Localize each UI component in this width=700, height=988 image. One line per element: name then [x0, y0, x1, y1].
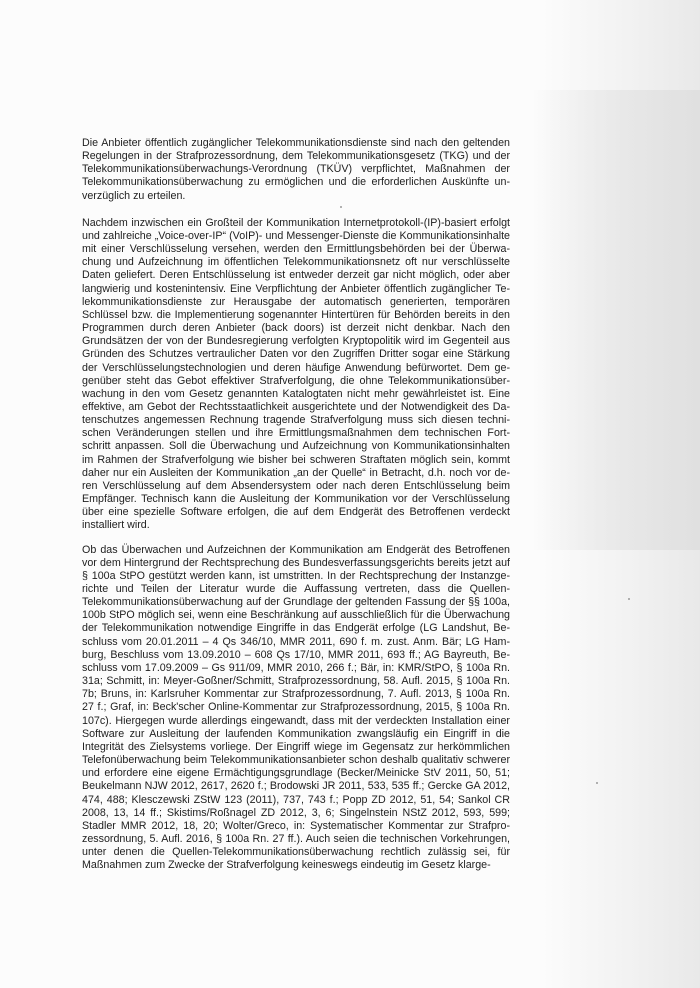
document-body — [82, 137, 510, 872]
scan-speck — [628, 598, 630, 600]
paragraph-2: Nachdem inzwischen ein Großteil der Kommunikation Internetprotokoll-(IP)-basiert erfolgt und zahlreiche „Voice-over-IP“ (VoIP)- und Messenger-Dienste die Kommunikationsinhalte mit einer Verschlüsselung versehen, werden den Ermittlungsbehörden bei der Überwachung und Aufzeichnung im öffentlichen Telekommunikationsnetz oft nur verschlüsselte Daten geliefert. Deren Entschlüsselung ist entweder derzeit gar nicht möglich, oder aber langwierig und kostenintensiv. Eine Verpflichtung der Anbieter öffentlich zugänglicher Telekommunikationsdienste zur Herausgabe der automatisch generierten, temporären Schlüssel bzw. die Implementierung sogenannter Hintertüren für Behörden bereits in den Programmen durch deren Anbieter (back doors) ist derzeit nicht denkbar. Nach den Grundsätzen der von der Bundesregierung verfolgten Kryptopolitik wird im Gegenteil aus Gründen des Schutzes vertraulicher Daten vor den Zugriffen Dritter sogar eine Stärkung der Verschlüsselungstechnologien und deren häufige Anwendung befürwortet. Dem gegenüber steht das Gebot effektiver Strafverfolgung, die ohne Telekommunikationsüberwachung in den vom Gesetz genannten Katalogtaten nicht mehr gewährleistet ist. Eine effektive, am Gebot der Rechtsstaatlichkeit ausgerichtete und der Notwendigkeit des Datenschutzes angemessen Rechnung tragende Strafverfolgung muss sich diesen technischen Veränderungen stellen und ihre Ermittlungsmaßnahmen dem technischen Fortschritt anpassen. Soll die Überwachung und Aufzeichnung von Kommunikationsinhalten im Rahmen der Strafverfolgung wie bisher bei schweren Straftaten möglich sein, kommt daher nur ein Ausleiten der Kommunikation „an der Quelle“ in Betracht, d.h. noch vor deren Verschlüsselung auf dem Absendersystem oder nach deren Entschlüsselung beim Empfänger. Technisch kann die Ausleitung der Kommunikation vor der Verschlüsselung über eine spezielle Software erfolgen, die auf dem Endgerät des Betroffenen verdeckt installiert wird. — [82, 216, 510, 532]
paragraph-1: Die Anbieter öffentlich zugänglicher Telekommunikationsdienste sind nach den geltenden Regelungen in der Strafprozessordnung, dem Telekommunikationsgesetz (TKG) und der Telekommunikationsüberwachungs-Verordnung (TKÜV) verpflichtet, Maßnahmen der Telekommunikationsüberwachung zu ermöglichen und die erforderlichen Auskünfte unverzüglich zu erteilen. — [82, 137, 510, 202]
scan-speck — [596, 782, 598, 784]
paragraph-3: Ob das Überwachen und Aufzeichnen der Kommunikation am Endgerät des Betroffenen vor dem Hintergrund der Rechtsprechung des Bundesverfassungsgerichts bereits jetzt auf § 100a StPO gestützt werden kann, ist umstritten. In der Rechtsprechung der Instanzgerichte und Teilen der Literatur wurde die Auffassung vertreten, dass die Quellen-Telekommunikationsüberwachung auf der Grundlage der geltenden Fassung der §§ 100a, 100b StPO möglich sei, wenn eine Beschränkung auf ausschließlich für die Überwachung der Telekommunikation notwendige Eingriffe in das Endgerät erfolge (LG Landshut, Beschluss vom 20.01.2011 – 4 Qs 346/10, MMR 2011, 690 f. m. zust. Anm. Bär; LG Hamburg, Beschluss vom 13.09.2010 – 608 Qs 17/10, MMR 2011, 693 ff.; AG Bayreuth, Beschluss vom 17.09.2009 – Gs 911/09, MMR 2010, 266 f.; Bär, in: KMR/StPO, § 100a Rn. 31a; Schmitt, in: Meyer-Goßner/Schmitt, Strafprozessordnung, 58. Aufl. 2015, § 100a Rn. 7b; Bruns, in: Karlsruher Kommentar zur Strafprozessordnung, 7. Aufl. 2013, § 100a Rn. 27 f.; Graf, in: Beck'scher Online-Kommentar zur Strafprozessordnung, 2015, § 100a Rn. 107c). Hiergegen wurde allerdings eingewandt, dass mit der verdeckten Installation einer Software zur Ausleitung der laufenden Kommunikation zwangsläufig ein Eingriff in die Integrität des Zielsystems vorliege. Der Eingriff wiege im Gegensatz zur herkömmlichen Telefonüberwachung beim Telekommunikationsanbieter schon deshalb qualitativ schwerer und erfordere eine eigene Ermächtigungsgrundlage (Becker/Meinicke StV 2011, 50, 51; Beukelmann NJW 2012, 2617, 2620 f.; Brodowski JR 2011, 533, 535 ff.; Gercke GA 2012, 474, 488; Klesczewski ZStW 123 (2011), 737, 743 f.; Popp ZD 2012, 51, 54; Sankol CR 2008, 13, 14 ff.; Skistims/Roßnagel ZD 2012, 3, 6; Singelnstein NStZ 2012, 593, 599; Stadler MMR 2012, 18, 20; Wolter/Greco, in: Systematischer Kommentar zur Strafprozessordnung, 5. Aufl. 2016, § 100a Rn. 27 ff.). Auch seien die technischen Vorkehrungen, unter denen die Quellen-Telekommunikationsüberwachung rechtlich zulässig sei, für Maßnahmen zum Zwecke der Strafverfolgung keineswegs eindeutig im Gesetz klarge- — [82, 543, 510, 872]
scan-shadow-band — [530, 90, 700, 550]
